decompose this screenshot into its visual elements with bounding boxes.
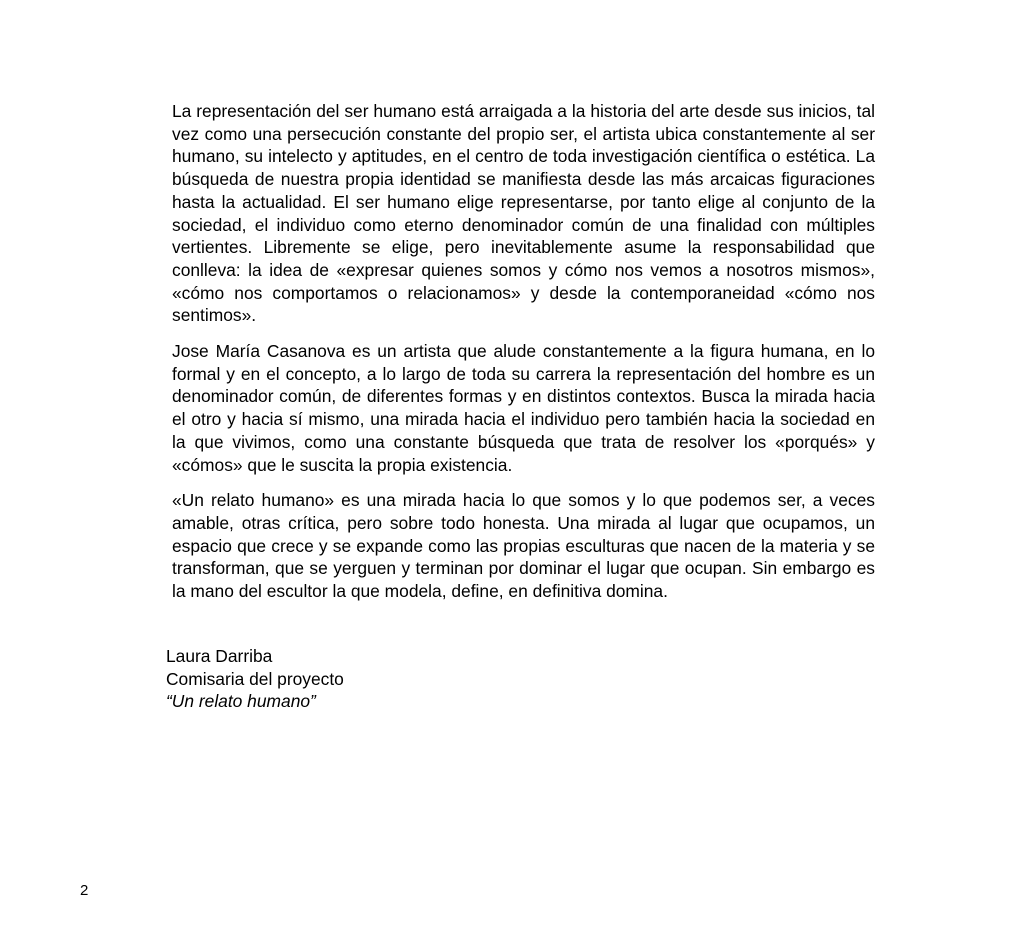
signature-project-title: “Un relato humano” xyxy=(166,691,316,712)
signature-role: Comisaria del proyecto xyxy=(166,668,344,689)
signature-name: Laura Darriba xyxy=(166,646,273,666)
paragraph-artist: Jose María Casanova es un artista que alude constantemente a la figura humana, en lo formal y en el concepto, a lo largo de toda su carrera la representación del hombre es un denominador común, de diferentes formas y en distintos contextos. Busca la mirada hacia el otro y hacia sí mismo, una mirada hacia el individuo pero también hacia la sociedad en la que vivimos, como una constante búsqueda que trata de resolver los «porqués» y «cómos» que le suscita la propia existencia. xyxy=(172,341,875,475)
paragraph-exhibition: «Un relato humano» es una mirada hacia lo que somos y lo que podemos ser, a veces amable, otras crítica, pero sobre todo honesta. Una mirada al lugar que ocupamos, un espacio que crece y se expande como las propias esculturas que nacen de la materia y se transforman, que se yerguen y terminan por dominar el lugar que ocupan. Sin embargo es la mano del escultor la que modela, define, en definitiva domina. xyxy=(172,490,875,602)
signature-block xyxy=(166,645,344,713)
paragraph-intro: La representación del ser humano está arraigada a la historia del arte desde sus inicios, tal vez como una persecución constante del propio ser, el artista ubica constantemente al ser humano, su intelecto y aptitudes, en el centro de toda investigación científica o estética. La búsqueda de nuestra propia identidad se manifiesta desde las más arcaicas figuraciones hasta la actualidad. El ser humano elige representarse, por tanto elige al conjunto de la sociedad, el individuo como eterno denominador común de una finalidad con múltiples vertientes. Libremente se elige, pero inevitablemente asume la responsabilidad que conlleva: la idea de «expresar quienes somos y cómo nos vemos a nosotros mismos», «cómo nos comportamos o relacionamos» y desde la contemporaneidad «cómo nos sentimos». xyxy=(172,101,875,326)
page-number: 2 xyxy=(80,882,89,899)
body-text xyxy=(172,100,875,616)
